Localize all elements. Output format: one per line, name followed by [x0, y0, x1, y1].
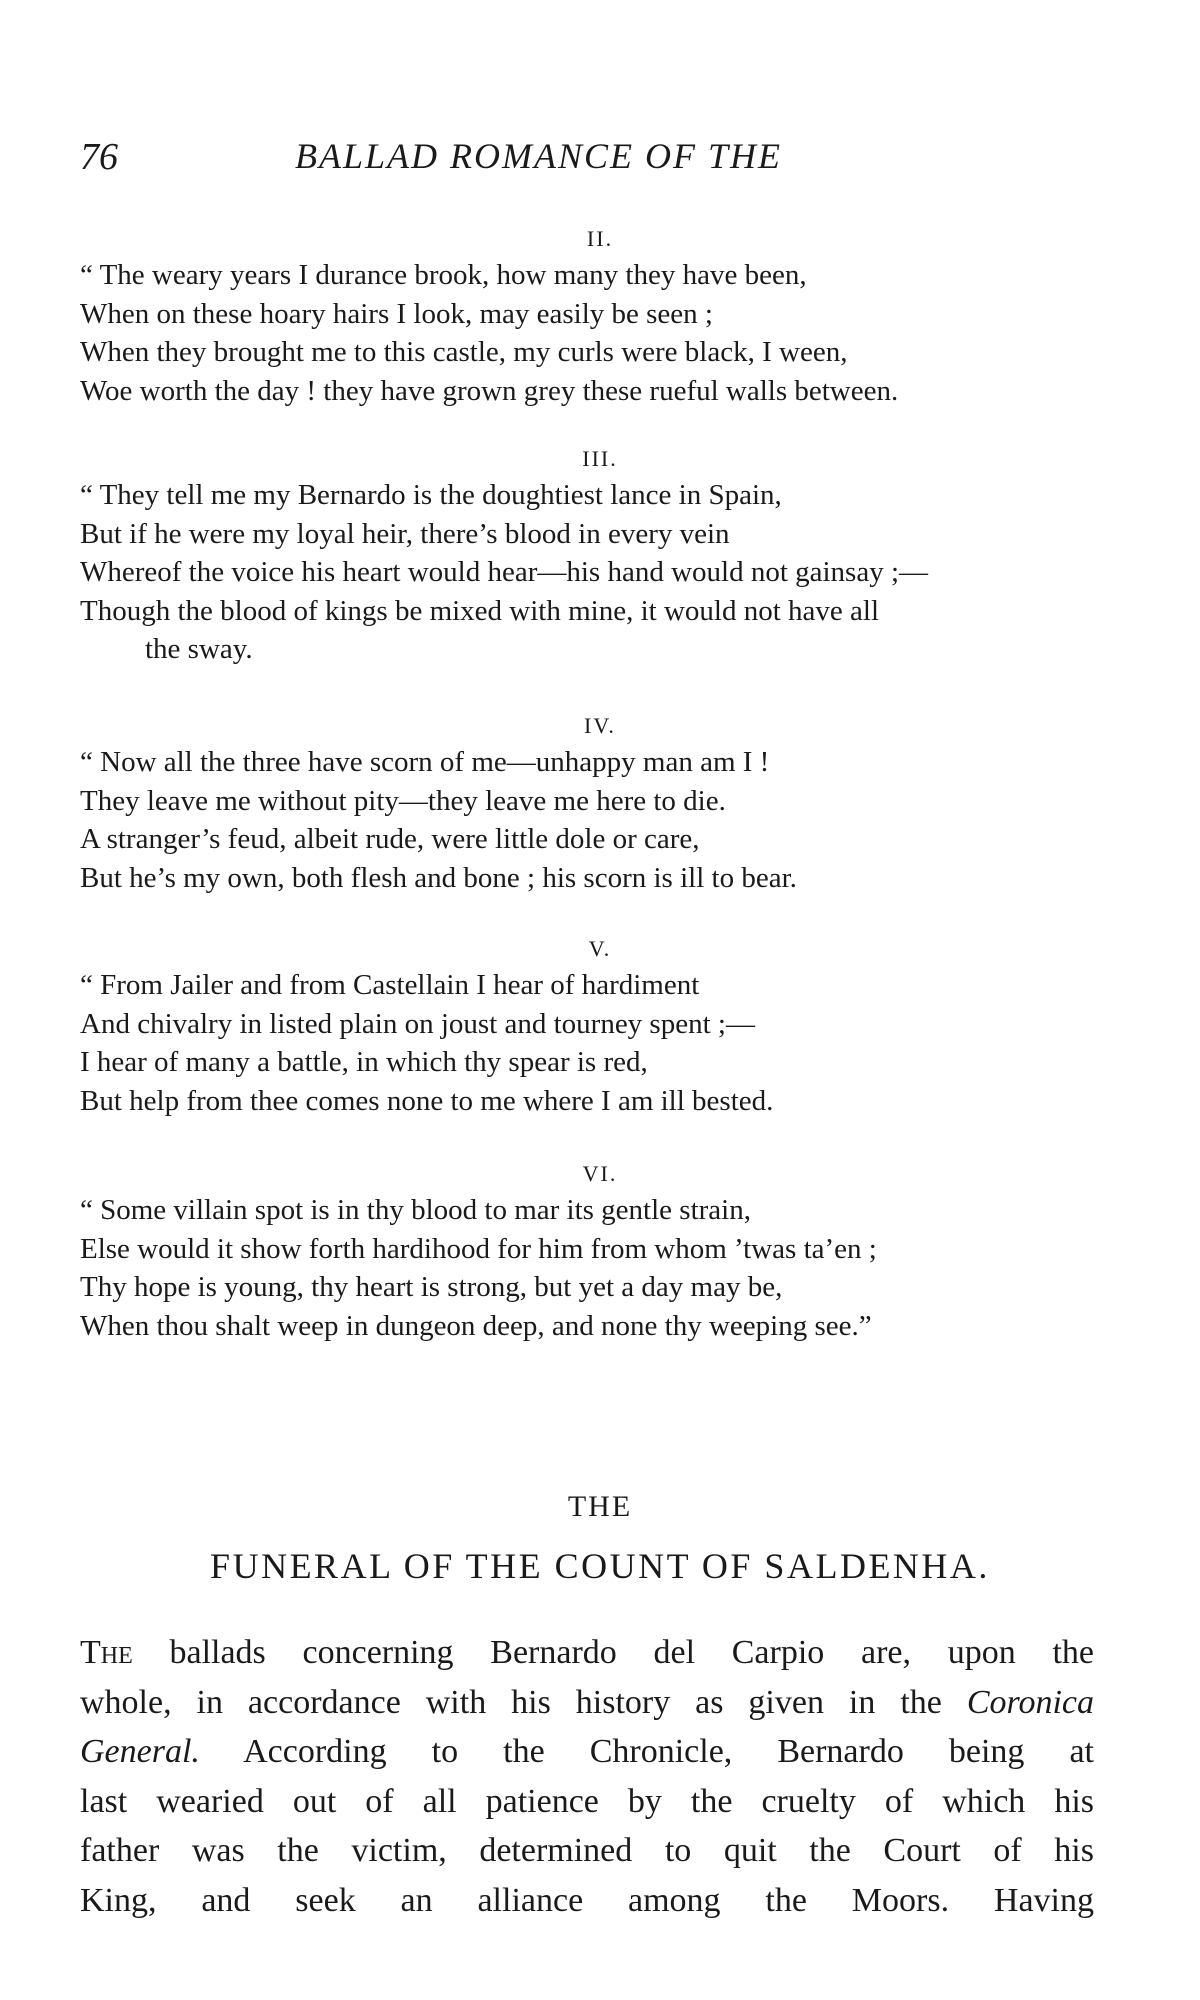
verse-line: When on these hoary hairs I look, may easily be seen ;	[80, 297, 713, 330]
prose-text: last wearied out of all patience by the cruelty of which his	[80, 1782, 1094, 1820]
prose-line	[80, 1777, 1094, 1827]
verse-line: Thy hope is young, thy heart is strong, but yet a day may be,	[80, 1271, 783, 1303]
prose-text: father was the victim, determined to quit the Court of his	[80, 1832, 1094, 1869]
stanza-number: VI.	[582, 1161, 618, 1186]
verse-line: “ They tell me my Bernardo is the doughtiest lance in Spain,	[80, 479, 782, 511]
verse-line: “ From Jailer and from Castellain I hear of hardiment	[80, 969, 700, 1001]
prose-text: ballads concerning Bernardo del Carpio are, upon the	[132, 1634, 1094, 1671]
verse-line: But he’s my own, both flesh and bone ; his scorn is ill to bear.	[80, 861, 797, 894]
stanza-iv	[80, 709, 1100, 897]
stanza-number: V.	[588, 936, 612, 961]
verse-line-continuation: the sway.	[145, 633, 253, 665]
verse-line: “ Some villain spot is in thy blood to mar its gentle strain,	[80, 1194, 751, 1226]
prose-text: King, and seek an alliance among the Moors. Having	[80, 1881, 1094, 1919]
prose-paragraph	[80, 1628, 1094, 1925]
italic-title: Coronica	[966, 1683, 1094, 1721]
prose-line	[80, 1628, 1094, 1678]
verse-line: A stranger’s feud, albeit rude, were little dole or care,	[80, 823, 700, 855]
verse-line: Else would it show forth hardihood for him from whom ’twas ta’en ;	[80, 1232, 877, 1265]
verse-line: When they brought me to this castle, my curls were black, I ween,	[80, 336, 848, 368]
prose-text: According to the Chronicle, Bernardo being at	[199, 1733, 1094, 1770]
prose-line	[80, 1826, 1094, 1876]
stanza-vi	[80, 1157, 1100, 1345]
italic-title: General.	[80, 1733, 200, 1770]
stanza-number: III.	[582, 446, 618, 471]
verse-line: Woe worth the day ! they have grown grey these rueful walls between.	[80, 374, 899, 407]
drop-word: The	[80, 1634, 133, 1671]
stanza-v	[80, 932, 1100, 1120]
running-head: BALLAD ROMANCE OF THE	[295, 136, 782, 176]
stanza-number: II.	[586, 226, 614, 251]
verse-line: Whereof the voice his heart would hear—his hand would not gainsay ;—	[80, 556, 929, 588]
verse-line: I hear of many a battle, in which thy spear is red,	[80, 1046, 648, 1078]
section-title-pre: THE	[567, 1490, 633, 1523]
page-header	[80, 135, 1100, 185]
verse-line: But if he were my loyal heir, there’s blood in every vein	[80, 517, 730, 550]
prose-line	[80, 1678, 1094, 1728]
stanza-number: IV.	[584, 713, 616, 738]
section-title: FUNERAL OF THE COUNT OF SALDENHA.	[210, 1546, 990, 1586]
verse-line: “ Now all the three have scorn of me—unhappy man am I !	[80, 746, 770, 778]
verse-line: “ The weary years I durance brook, how many they have been,	[80, 259, 807, 291]
verse-line: They leave me without pity—they leave me here to die.	[80, 784, 726, 817]
page-number: 76	[80, 136, 118, 178]
verse-line: And chivalry in listed plain on joust and tourney spent ;—	[80, 1007, 755, 1040]
stanza-ii	[80, 222, 1100, 410]
verse-line: But help from thee comes none to me where I am ill bested.	[80, 1084, 774, 1117]
prose-line	[80, 1876, 1094, 1926]
verse-line: Though the blood of kings be mixed with mine, it would not have all	[80, 594, 880, 627]
stanza-iii	[80, 442, 1100, 669]
verse-line: When thou shalt weep in dungeon deep, and none thy weeping see.”	[80, 1309, 872, 1342]
prose-line	[80, 1727, 1094, 1777]
prose-text: whole, in accordance with his history as given in the	[80, 1683, 967, 1721]
